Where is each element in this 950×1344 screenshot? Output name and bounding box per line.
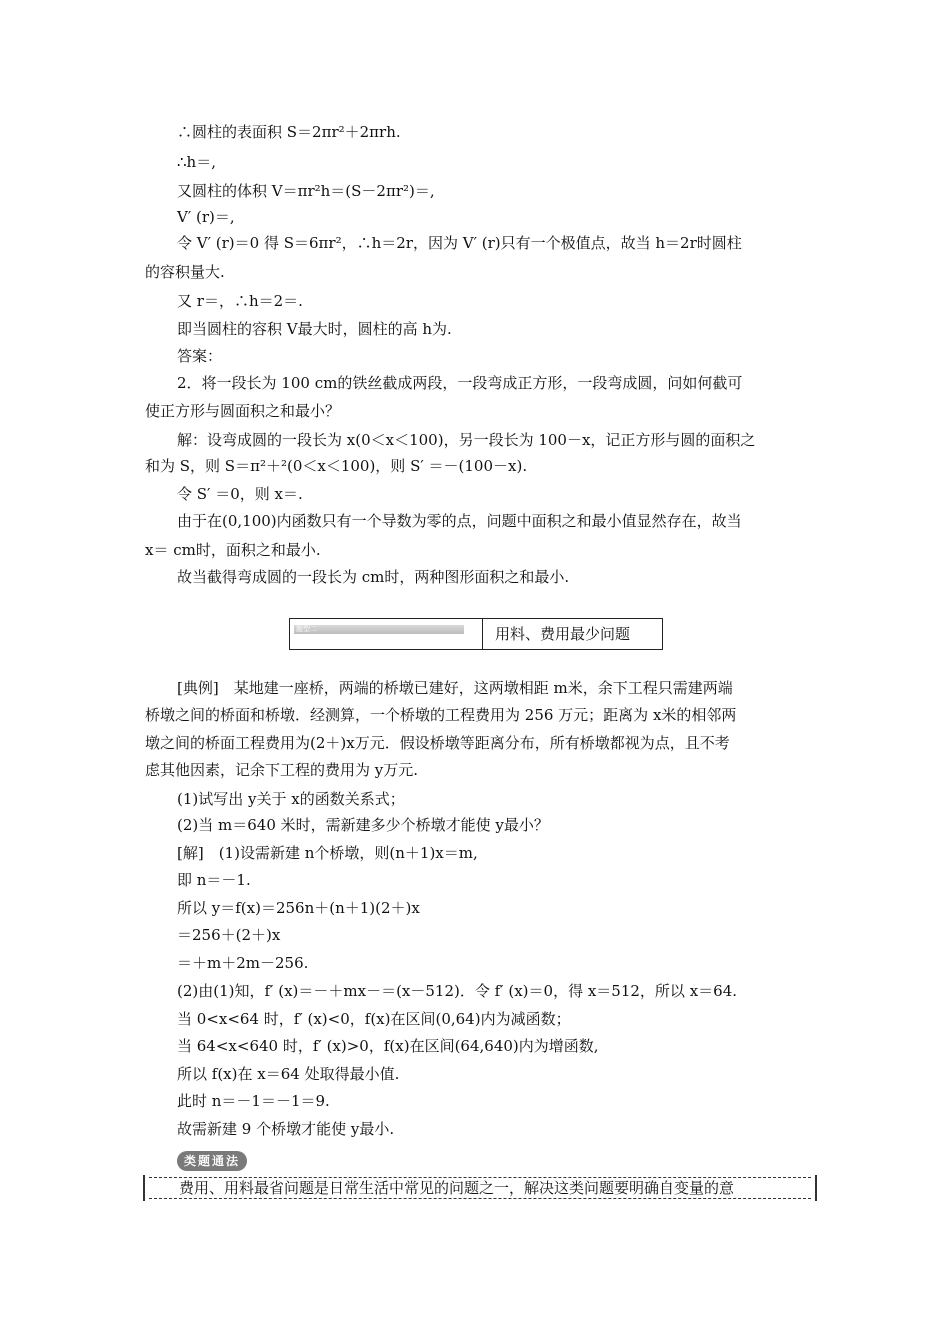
text-line: [典例] 某地建一座桥，两端的桥墩已建好，这两墩相距 m米，余下工程只需建两端 bbox=[177, 679, 733, 697]
text-line: [解] (1)设需新建 n个桥墩，则(n＋1)x＝m, bbox=[177, 844, 478, 862]
text-line: 又圆柱的体积 V＝πr²h＝(S－2πr²)＝, bbox=[177, 182, 435, 200]
summary-box bbox=[143, 1175, 817, 1201]
text-line: 虑其他因素，记余下工程的费用为 y万元. bbox=[145, 761, 419, 779]
text-line: 由于在(0,100)内函数只有一个导数为零的点，问题中面积之和最小值显然存在，故当 bbox=[177, 512, 742, 530]
section-tag-label: 题型二 bbox=[296, 625, 317, 633]
text-line: 又 r＝，∴h＝2＝. bbox=[177, 292, 303, 310]
text-line: 答案： bbox=[177, 347, 223, 365]
text-line: 即当圆柱的容积 V最大时，圆柱的高 h为. bbox=[177, 320, 452, 338]
text-line: ∴h＝, bbox=[177, 153, 216, 171]
text-line: 当 0<x<64 时，f′ (x)<0，f(x)在区间(0,64)内为减函数； bbox=[177, 1010, 571, 1028]
dashed-border-bottom bbox=[149, 1198, 811, 1199]
text-line: 桥墩之间的桥面和桥墩．经测算，一个桥墩的工程费用为 256 万元；距离为 x米的相邻两 bbox=[145, 706, 737, 724]
text-line: 令 V′ (r)＝0 得 S＝6πr²，∴h＝2r，因为 V′ (r)只有一个极值点，故当 h＝2r时圆柱 bbox=[177, 234, 742, 252]
section-header bbox=[289, 618, 663, 650]
text-line: 的容积量大. bbox=[145, 263, 225, 281]
text-line: 使正方形与圆面积之和最小？ bbox=[145, 402, 341, 420]
text-line: 所以 y＝f(x)＝256n＋(n＋1)(2＋)x bbox=[177, 899, 420, 917]
text-line: ∴圆柱的表面积 S＝2πr²＋2πrh. bbox=[177, 123, 401, 141]
text-line: (1)试写出 y关于 x的函数关系式； bbox=[177, 790, 405, 808]
text-line: 2．将一段长为 100 cm的铁丝截成两段，一段弯成正方形，一段弯成圆，问如何截可 bbox=[177, 374, 743, 392]
text-line: 此时 n＝－1＝－1＝9. bbox=[177, 1092, 330, 1110]
text-line: 故需新建 9 个桥墩才能使 y最小. bbox=[177, 1120, 395, 1138]
text-line: ＝＋m＋2m－256. bbox=[177, 954, 309, 972]
text-line: (2)当 m＝640 米时，需新建多少个桥墩才能使 y最小？ bbox=[177, 816, 549, 834]
method-badge: 类题通法 bbox=[177, 1151, 247, 1171]
text-line: x＝ cm时，面积之和最小. bbox=[145, 541, 321, 559]
summary-text: 费用、用料最省问题是日常生活中常见的问题之一，解决这类问题要明确自变量的意 bbox=[179, 1179, 735, 1197]
text-line: 故当截得弯成圆的一段长为 cm时，两种图形面积之和最小. bbox=[177, 568, 570, 586]
section-tag bbox=[290, 619, 483, 649]
text-line: (2)由(1)知，f′ (x)＝－＋mx－＝(x－512)．令 f′ (x)＝0，得 x＝512，所以 x＝64. bbox=[177, 982, 738, 1000]
section-title: 用料、费用最少问题 bbox=[495, 625, 631, 643]
text-line: 所以 f(x)在 x＝64 处取得最小值. bbox=[177, 1065, 400, 1083]
text-line: V′ (r)＝, bbox=[177, 208, 235, 226]
section-tag-bar bbox=[294, 625, 464, 634]
text-line: 令 S′ ＝0，则 x＝. bbox=[177, 485, 303, 503]
text-line: 解：设弯成圆的一段长为 x(0＜x＜100)，另一段长为 100－x，记正方形与圆的面积之 bbox=[177, 431, 756, 449]
text-line: 即 n＝－1. bbox=[177, 871, 251, 889]
text-line: ＝256＋(2＋)x bbox=[177, 926, 281, 944]
text-line: 墩之间的桥面工程费用为(2＋)x万元．假设桥墩等距离分布，所有桥墩都视为点，且不考 bbox=[145, 734, 730, 752]
text-line: 当 64<x<640 时，f′ (x)>0，f(x)在区间(64,640)内为增函数, bbox=[177, 1037, 599, 1055]
text-line: 和为 S，则 S＝π²＋²(0＜x＜100)，则 S′ ＝－(100－x). bbox=[145, 457, 528, 475]
